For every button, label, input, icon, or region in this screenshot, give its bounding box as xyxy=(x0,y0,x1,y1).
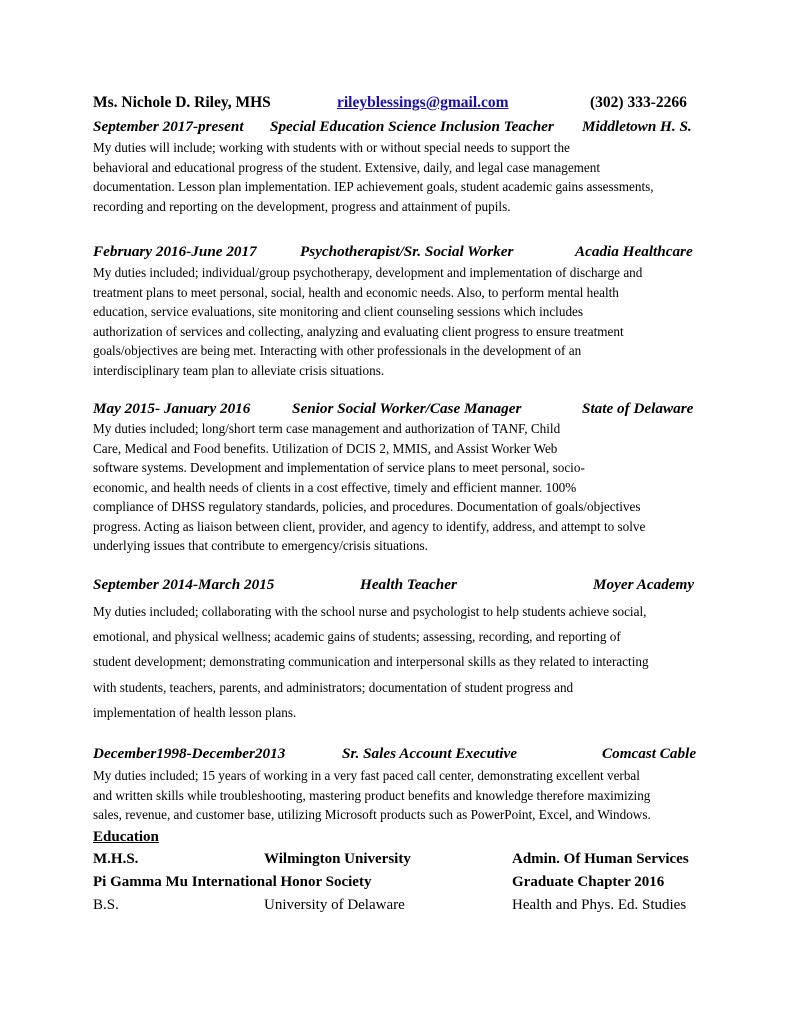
job-employer: Acadia Healthcare xyxy=(575,243,693,260)
description-line: education, service evaluations, site monitoring and client counseling sessions which includes xyxy=(93,304,584,319)
job-employer: Moyer Academy xyxy=(593,576,695,593)
email-link[interactable]: rileyblessings@gmail.com xyxy=(337,94,509,111)
description-line: emotional, and physical wellness; academic gains of students; assessing, recording, and reporting of xyxy=(93,629,621,645)
description-line: Care, Medical and Food benefits. Utilization of DCIS 2, MMIS, and Assist Worker Web xyxy=(93,440,558,456)
field-of-study: Admin. Of Human Services xyxy=(512,851,689,867)
job-title: Senior Social Worker/Case Manager xyxy=(292,400,522,417)
phone-number: (302) 333-2266 xyxy=(590,94,687,111)
candidate-name: Ms. Nichole D. Riley, MHS xyxy=(93,94,271,111)
description-line: documentation. Lesson plan implementation. IEP achievement goals, student academic gains assessments, xyxy=(93,179,654,194)
job-description xyxy=(93,138,654,216)
institution: Wilmington University xyxy=(264,851,411,867)
job-employer: Comcast Cable xyxy=(602,745,697,762)
job-employer: State of Delaware xyxy=(582,400,694,417)
description-line: sales, revenue, and customer base, utilizing Microsoft products such as PowerPoint, Excel, and Windows. xyxy=(93,807,651,822)
description-line: implementation of health lesson plans. xyxy=(93,704,297,720)
description-line: recording and reporting on the development, progress and attainment of pupils. xyxy=(93,198,511,214)
description-line: and written skills while troubleshooting, mastering product benefits and knowledge therefore maximizing xyxy=(93,787,651,803)
job-employer: Middletown H. S. xyxy=(582,118,692,135)
description-line: progress. Acting as liaison between client, provider, and agency to identify, address, and attempt to solve xyxy=(93,518,646,534)
description-line: My duties will include; working with students with or without special needs to support the xyxy=(93,140,570,155)
degree: M.H.S. xyxy=(93,851,139,867)
description-line: underlying issues that contribute to emergency/crisis situations. xyxy=(93,538,428,553)
description-line: behavioral and educational progress of the student. Extensive, daily, and legal case management xyxy=(93,159,601,175)
degree: B.S. xyxy=(93,897,119,913)
job-dates: September 2014-March 2015 xyxy=(93,576,275,593)
job-title: Sr. Sales Account Executive xyxy=(342,745,517,762)
description-line: with students, teachers, parents, and administrators; documentation of student progress and xyxy=(93,679,574,695)
job-description xyxy=(93,599,649,725)
job-title: Health Teacher xyxy=(360,576,457,593)
education-heading: Education xyxy=(93,829,159,845)
description-line: compliance of DHSS regulatory standards, policies, and procedures. Documentation of goals/objectives xyxy=(93,499,641,514)
description-line: goals/objectives are being met. Interacting with other professionals in the development of an xyxy=(93,343,582,358)
description-line: software systems. Development and implementation of service plans to meet personal, socio- xyxy=(93,460,585,475)
description-line: My duties included; individual/group psychotherapy, development and implementation of discharge and xyxy=(93,265,643,280)
institution: University of Delaware xyxy=(264,897,405,913)
job-title: Special Education Science Inclusion Teacher xyxy=(270,118,554,135)
job-dates: December1998-December2013 xyxy=(93,745,286,762)
job-dates: February 2016-June 2017 xyxy=(93,243,257,260)
job-dates: May 2015- January 2016 xyxy=(93,400,251,417)
honor-chapter: Graduate Chapter 2016 xyxy=(512,874,665,890)
email-link-wrap xyxy=(337,94,509,112)
field-of-study: Health and Phys. Ed. Studies xyxy=(512,897,687,913)
description-line: authorization of services and collecting, analyzing and evaluating client progress to ensure treatment xyxy=(93,323,624,339)
job-description xyxy=(93,263,642,380)
description-line: My duties included; long/short term case management and authorization of TANF, Child xyxy=(93,421,561,436)
description-line: treatment plans to meet personal, social, health and economic needs. Also, to perform mental health xyxy=(93,284,619,300)
job-description xyxy=(93,766,651,825)
job-dates: September 2017-present xyxy=(93,118,244,135)
description-line: interdisciplinary team plan to alleviate crisis situations. xyxy=(93,362,385,378)
description-line: economic, and health needs of clients in a cost effective, timely and efficient manner. 100% xyxy=(93,479,577,495)
description-line: My duties included; collaborating with the school nurse and psychologist to help students achieve social, xyxy=(93,604,647,619)
description-line: student development; demonstrating communication and interpersonal skills as they related to interacting xyxy=(93,654,649,670)
job-title: Psychotherapist/Sr. Social Worker xyxy=(300,243,514,260)
job-description xyxy=(93,419,645,556)
description-line: My duties included; 15 years of working in a very fast paced call center, demonstrating excellent verbal xyxy=(93,768,640,783)
honor-society: Pi Gamma Mu International Honor Society xyxy=(93,874,372,890)
